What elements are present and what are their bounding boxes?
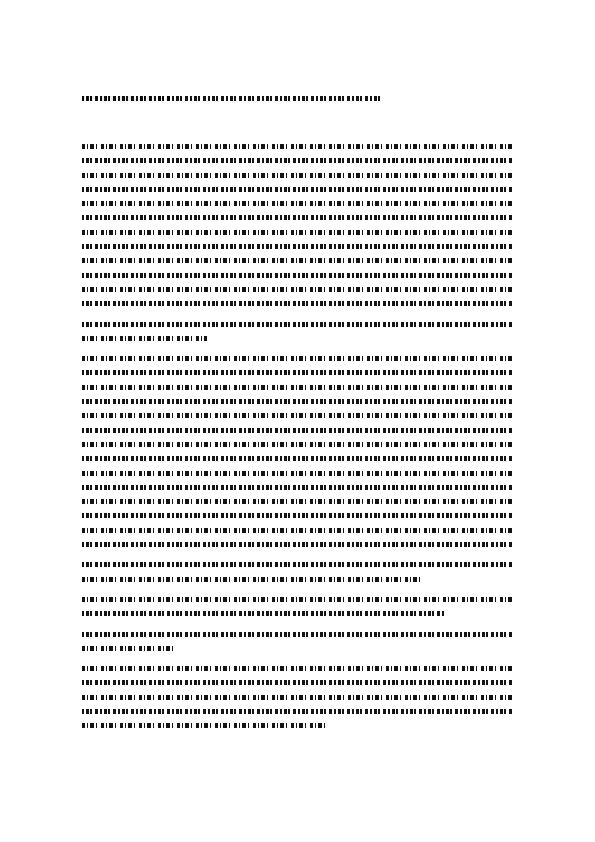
text-line: [82, 629, 512, 643]
paragraph: [82, 319, 512, 348]
paragraph: [82, 559, 512, 588]
illegible-text-run: [82, 301, 512, 306]
illegible-text-run: [82, 456, 512, 461]
illegible-text-run: [82, 244, 512, 249]
illegible-text-run: [82, 336, 207, 341]
illegible-text-run: [82, 485, 512, 490]
text-line: [82, 353, 512, 367]
illegible-text-run: [82, 632, 512, 637]
page-content: [82, 96, 512, 741]
illegible-text-run: [82, 287, 512, 292]
text-line: [82, 510, 512, 524]
illegible-text-run: [82, 356, 512, 361]
illegible-text-run: [82, 513, 512, 518]
illegible-text-run: [82, 273, 512, 278]
text-line: [82, 155, 512, 169]
illegible-text-run: [82, 542, 512, 547]
text-line: [82, 439, 512, 453]
text-line: [82, 298, 512, 312]
illegible-text-run: [82, 158, 512, 163]
text-line: [82, 425, 512, 439]
illegible-text-run: [82, 680, 512, 685]
text-line: [82, 170, 512, 184]
illegible-text-run: [82, 428, 512, 433]
text-line: [82, 706, 512, 720]
text-line: [82, 227, 512, 241]
illegible-text-run: [82, 577, 420, 582]
illegible-text-run: [82, 215, 512, 220]
text-line: [82, 333, 512, 347]
header-line-subtitle: [82, 113, 512, 120]
illegible-text-run: [82, 597, 512, 602]
text-line: [82, 367, 512, 381]
illegible-text-run: [82, 230, 512, 235]
text-line: [82, 410, 512, 424]
text-line: [82, 496, 512, 510]
illegible-text-run: [82, 385, 512, 390]
text-line: [82, 594, 512, 608]
text-line: [82, 468, 512, 482]
illegible-text-run: [82, 471, 512, 476]
text-line: [82, 482, 512, 496]
paragraph: [82, 594, 512, 623]
illegible-text-run: [82, 258, 512, 263]
illegible-text-run: [82, 173, 512, 178]
illegible-text-run: [82, 399, 512, 404]
text-line: [82, 319, 512, 333]
text-line: [82, 241, 512, 255]
illegible-text-run: [82, 370, 512, 375]
text-line: [82, 396, 512, 410]
text-line: [82, 255, 512, 269]
illegible-text-run: [82, 666, 512, 671]
illegible-text-run: [82, 96, 380, 101]
text-line: [82, 692, 512, 706]
text-line: [82, 608, 512, 622]
illegible-text-run: [82, 528, 512, 533]
paragraph: [82, 353, 512, 553]
illegible-text-run: [82, 646, 177, 651]
text-line: [82, 184, 512, 198]
illegible-text-run: [82, 611, 444, 616]
text-line: [82, 525, 512, 539]
illegible-text-run: [82, 695, 512, 700]
illegible-text-run: [82, 562, 512, 567]
illegible-text-run: [82, 709, 512, 714]
illegible-text-run: [82, 499, 512, 504]
text-line: [82, 663, 512, 677]
illegible-text-run: [82, 442, 512, 447]
illegible-text-run: [82, 187, 512, 192]
illegible-text-run: [82, 413, 512, 418]
text-line: [82, 382, 512, 396]
text-line: [82, 270, 512, 284]
text-line: [82, 284, 512, 298]
illegible-text-run: [82, 201, 512, 206]
text-line: [82, 677, 512, 691]
text-line: [82, 539, 512, 553]
illegible-text-run: [82, 723, 327, 728]
paragraph: [82, 141, 512, 313]
paragraph: [82, 629, 512, 658]
paragraph: [82, 663, 512, 734]
illegible-text-run: [82, 144, 512, 149]
text-line: [82, 559, 512, 573]
text-line: [82, 453, 512, 467]
illegible-text-run: [82, 322, 512, 327]
text-line: [82, 212, 512, 226]
text-line: [82, 643, 512, 657]
text-line: [82, 574, 512, 588]
text-line: [82, 720, 512, 734]
text-line: [82, 141, 512, 155]
text-line: [82, 198, 512, 212]
